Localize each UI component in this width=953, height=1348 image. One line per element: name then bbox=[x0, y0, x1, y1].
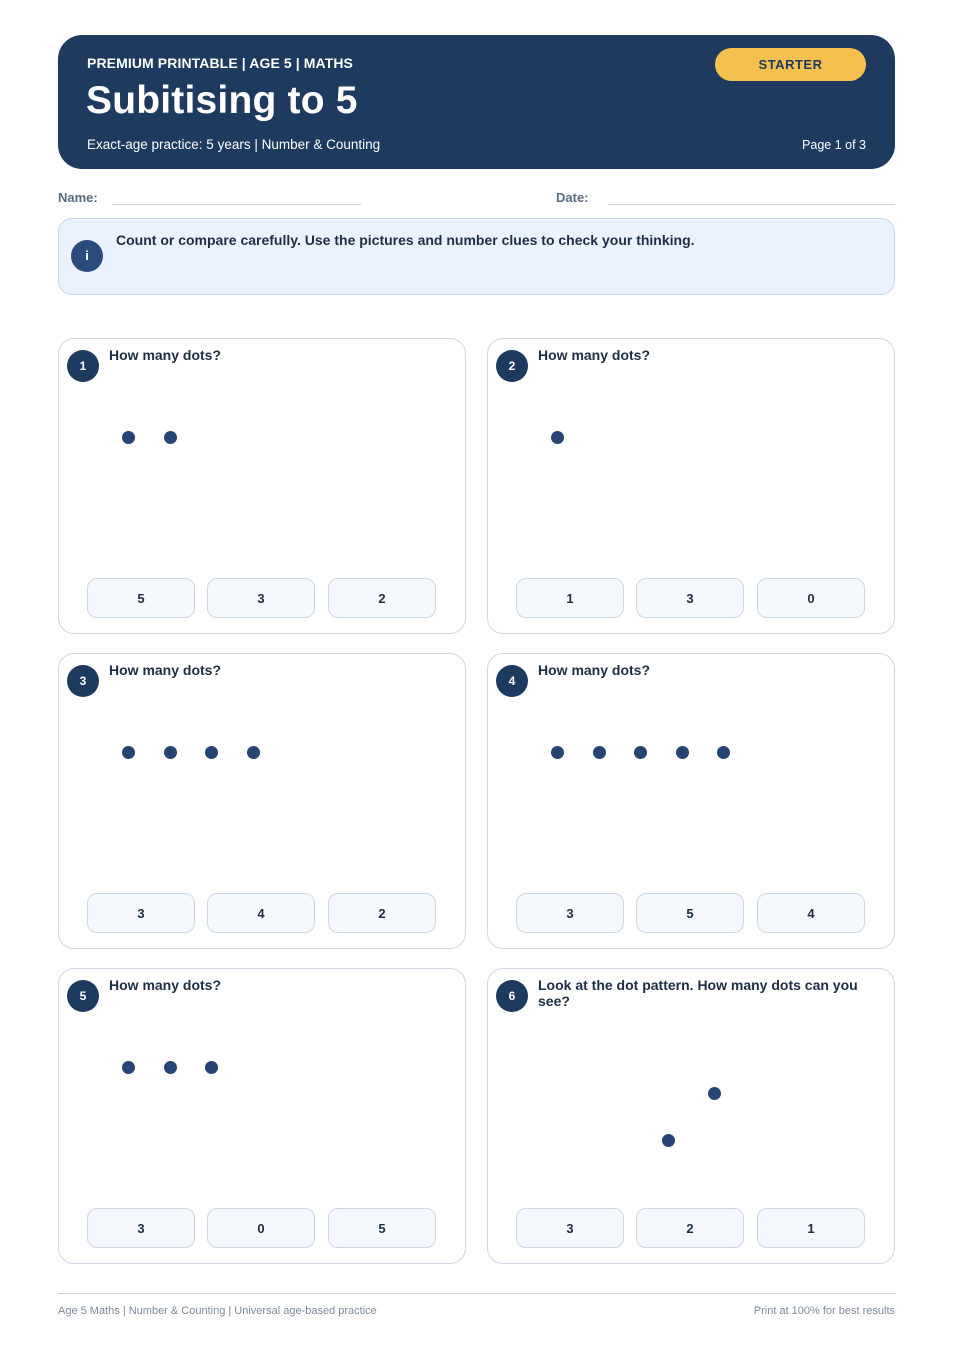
question-prompt: How many dots? bbox=[109, 347, 222, 363]
answer-option[interactable]: 4 bbox=[757, 893, 865, 933]
question-number: 2 bbox=[496, 350, 528, 382]
answer-option[interactable]: 3 bbox=[636, 578, 744, 618]
instructions-box bbox=[58, 218, 895, 295]
dot bbox=[122, 746, 135, 759]
answer-option[interactable]: 3 bbox=[207, 578, 315, 618]
dot bbox=[164, 1061, 177, 1074]
question-prompt: How many dots? bbox=[109, 977, 222, 993]
worksheet-header bbox=[58, 35, 895, 169]
answer-option[interactable]: 0 bbox=[757, 578, 865, 618]
dot bbox=[708, 1087, 721, 1100]
dot bbox=[551, 431, 564, 444]
answer-option[interactable]: 2 bbox=[636, 1208, 744, 1248]
page-title: Subitising to 5 bbox=[86, 79, 358, 122]
info-icon: i bbox=[71, 240, 103, 272]
dot bbox=[662, 1134, 675, 1147]
answer-option[interactable]: 5 bbox=[636, 893, 744, 933]
header-subtitle: Exact-age practice: 5 years | Number & Counting bbox=[87, 137, 381, 152]
question-prompt: How many dots? bbox=[538, 347, 651, 363]
question-card-2 bbox=[487, 338, 895, 634]
dot bbox=[205, 1061, 218, 1074]
question-number: 1 bbox=[67, 350, 99, 382]
dot bbox=[164, 431, 177, 444]
question-card-4 bbox=[487, 653, 895, 949]
footer-right-text: Print at 100% for best results bbox=[753, 1305, 895, 1317]
dot bbox=[164, 746, 177, 759]
question-prompt: How many dots? bbox=[109, 662, 222, 678]
question-number: 6 bbox=[496, 980, 528, 1012]
footer-divider bbox=[58, 1293, 895, 1294]
date-field[interactable] bbox=[608, 204, 895, 205]
question-number: 5 bbox=[67, 980, 99, 1012]
page-indicator: Page 1 of 3 bbox=[802, 138, 866, 152]
footer-left-text: Age 5 Maths | Number & Counting | Universal age-based practice bbox=[58, 1305, 377, 1317]
date-label: Date: bbox=[556, 190, 589, 205]
name-label: Name: bbox=[58, 190, 98, 205]
answer-option[interactable]: 3 bbox=[516, 1208, 624, 1248]
answer-option[interactable]: 1 bbox=[757, 1208, 865, 1248]
question-card-6 bbox=[487, 968, 895, 1264]
question-prompt: Look at the dot pattern. How many dots can you see? bbox=[538, 977, 858, 1009]
header-kicker: PREMIUM PRINTABLE | AGE 5 | MATHS bbox=[87, 55, 353, 71]
question-card-5 bbox=[58, 968, 466, 1264]
answer-option[interactable]: 3 bbox=[516, 893, 624, 933]
answer-option[interactable]: 2 bbox=[328, 893, 436, 933]
instructions-text: Count or compare carefully. Use the pictures and number clues to check your thinking. bbox=[116, 232, 695, 248]
question-card-3 bbox=[58, 653, 466, 949]
answer-option[interactable]: 2 bbox=[328, 578, 436, 618]
answer-option[interactable]: 3 bbox=[87, 893, 195, 933]
question-number: 4 bbox=[496, 665, 528, 697]
dot bbox=[676, 746, 689, 759]
answer-option[interactable]: 0 bbox=[207, 1208, 315, 1248]
question-card-1 bbox=[58, 338, 466, 634]
dot bbox=[205, 746, 218, 759]
answer-option[interactable]: 3 bbox=[87, 1208, 195, 1248]
dot bbox=[551, 746, 564, 759]
dot bbox=[593, 746, 606, 759]
level-badge: STARTER bbox=[715, 48, 866, 81]
dot bbox=[247, 746, 260, 759]
answer-option[interactable]: 5 bbox=[87, 578, 195, 618]
question-prompt: How many dots? bbox=[538, 662, 651, 678]
answer-option[interactable]: 5 bbox=[328, 1208, 436, 1248]
dot bbox=[717, 746, 730, 759]
dot bbox=[122, 1061, 135, 1074]
name-field[interactable] bbox=[112, 204, 361, 205]
answer-option[interactable]: 1 bbox=[516, 578, 624, 618]
dot bbox=[634, 746, 647, 759]
question-number: 3 bbox=[67, 665, 99, 697]
answer-option[interactable]: 4 bbox=[207, 893, 315, 933]
dot bbox=[122, 431, 135, 444]
